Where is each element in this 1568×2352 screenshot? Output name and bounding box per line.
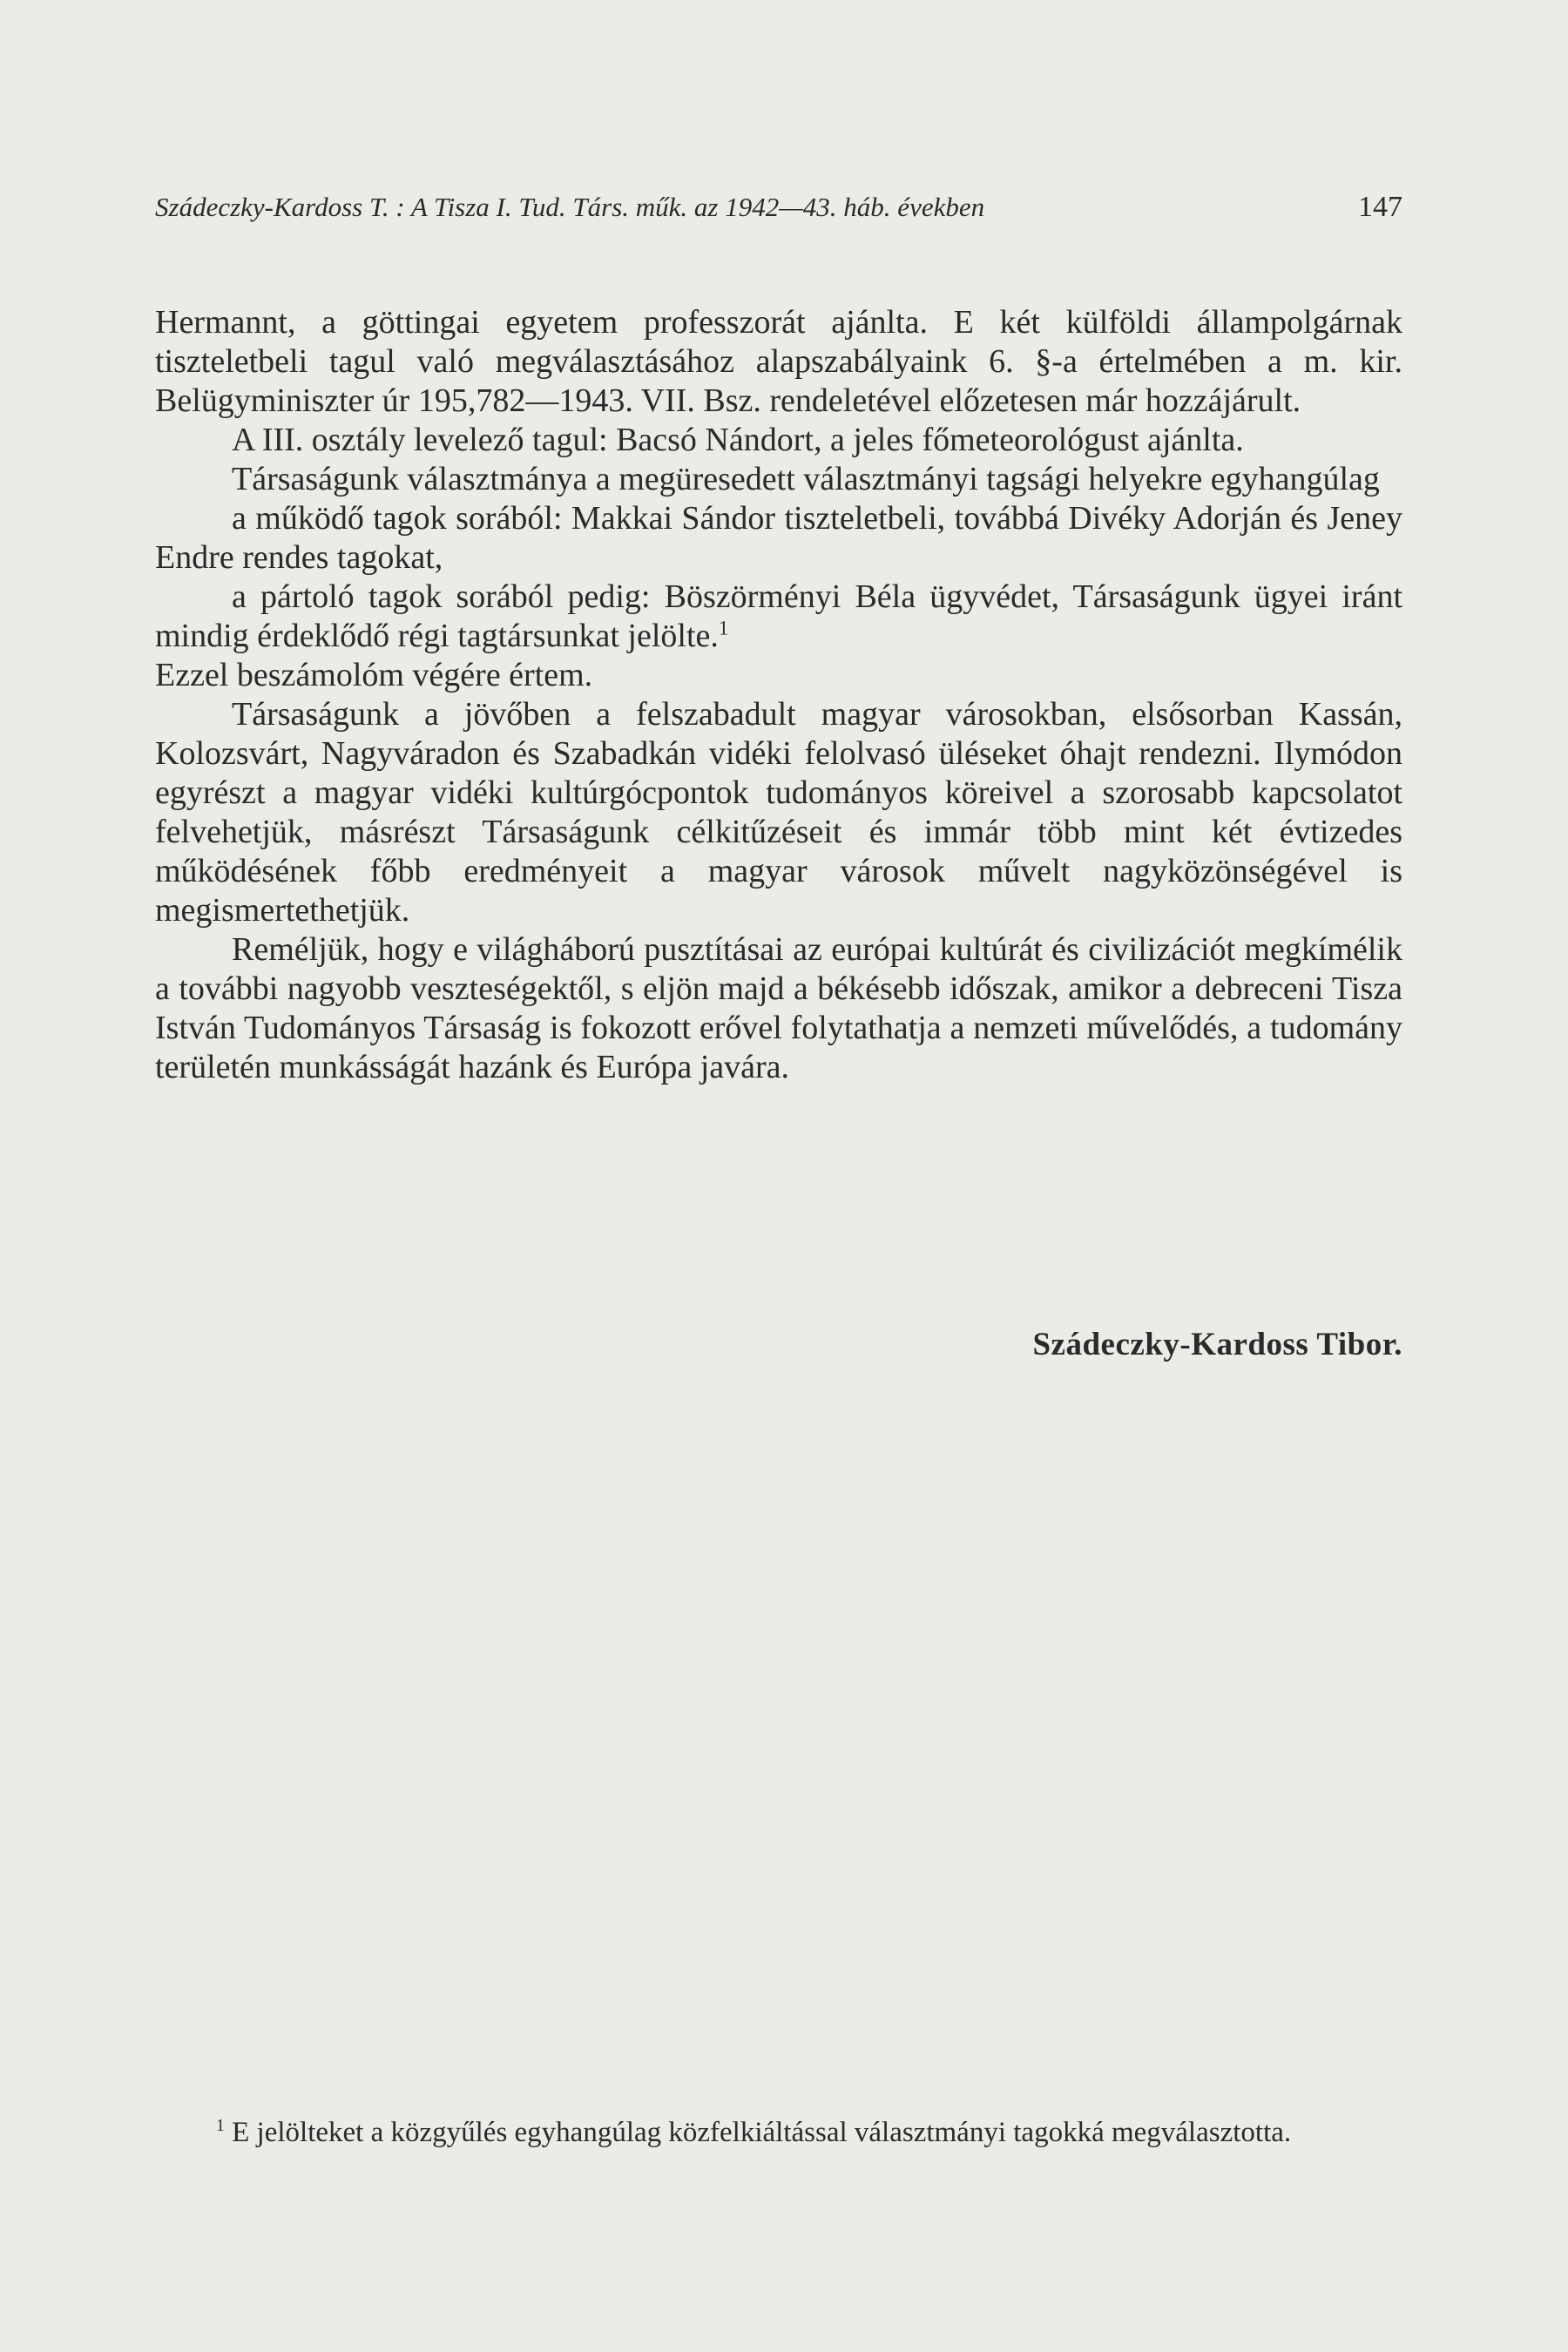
footnote-text: E jelölteket a közgyűlés egyhangúlag közfelkiáltással választmányi tagokká megválasztotta. [232, 2117, 1292, 2148]
page-number: 147 [1358, 191, 1402, 223]
paragraph: A III. osztály levelező tagul: Bacsó Nándort, a jeles főmeteorológust ajánlta. [232, 422, 1244, 458]
running-head: Szádeczky-Kardoss T. : A Tisza I. Tud. Társ. műk. az 1942—43. háb. években [155, 192, 985, 222]
footnote-marker: 1 [216, 2116, 225, 2135]
body-text [155, 303, 1402, 1087]
paragraph: Ezzel beszámolóm végére értem. [155, 657, 593, 693]
paragraph [155, 578, 1402, 656]
paragraph-text: a pártoló tagok sorából pedig: Böszörményi Béla ügyvédet, Társaságunk ügyei iránt mindig érdeklődő régi tagtársunkat jelölte. [155, 578, 1402, 654]
page-header [155, 190, 1402, 225]
paragraph: Hermannt, a göttingai egyetem professzorát ajánlta. E két külföldi állampolgárnak tiszteletbeli tagul való megválasztásához alapszabályaink 6. §-a értelmében a m. kir. Belügyminiszter úr 195,782—1943. VII. Bsz. rendeletével előzetesen már hozzájárult. [155, 304, 1402, 419]
author-signature: Szádeczky-Kardoss Tibor. [1032, 1327, 1402, 1362]
paragraph: Reméljük, hogy e világháború pusztításai az európai kultúrát és civilizációt megkímélik a további nagyobb veszteségektől, s eljön majd a békésebb időszak, amikor a debreceni Tisza István Tudományos Társaság is fokozott erővel folytathatja a nemzeti művelődés, a tudomány területén munkásságát hazánk és Európa javára. [155, 931, 1402, 1085]
paragraph: Társaságunk a jövőben a felszabadult magyar városokban, elsősorban Kassán, Kolozsvárt, Nagyváradon és Szabadkán vidéki felolvasó üléseket óhajt rendezni. Ilymódon egyrészt a magyar vidéki kultúrgócpontok tudományos köreivel a szorosabb kapcsolatot felvehetjük, másrészt Társaságunk célkitűzéseit és immár több mint két évtizedes működésének főbb eredményeit a magyar városok művelt nagyközönségével is megismertethetjük. [155, 696, 1402, 929]
paragraph: Társaságunk választmánya a megüresedett választmányi tagsági helyekre egyhangúlag [232, 461, 1380, 497]
footnote [155, 2115, 1402, 2151]
paragraph: a működő tagok sorából: Makkai Sándor tiszteletbeli, továbbá Divéky Adorján és Jeney Endre rendes tagokat, [155, 500, 1402, 576]
footnote-reference: 1 [718, 617, 729, 639]
